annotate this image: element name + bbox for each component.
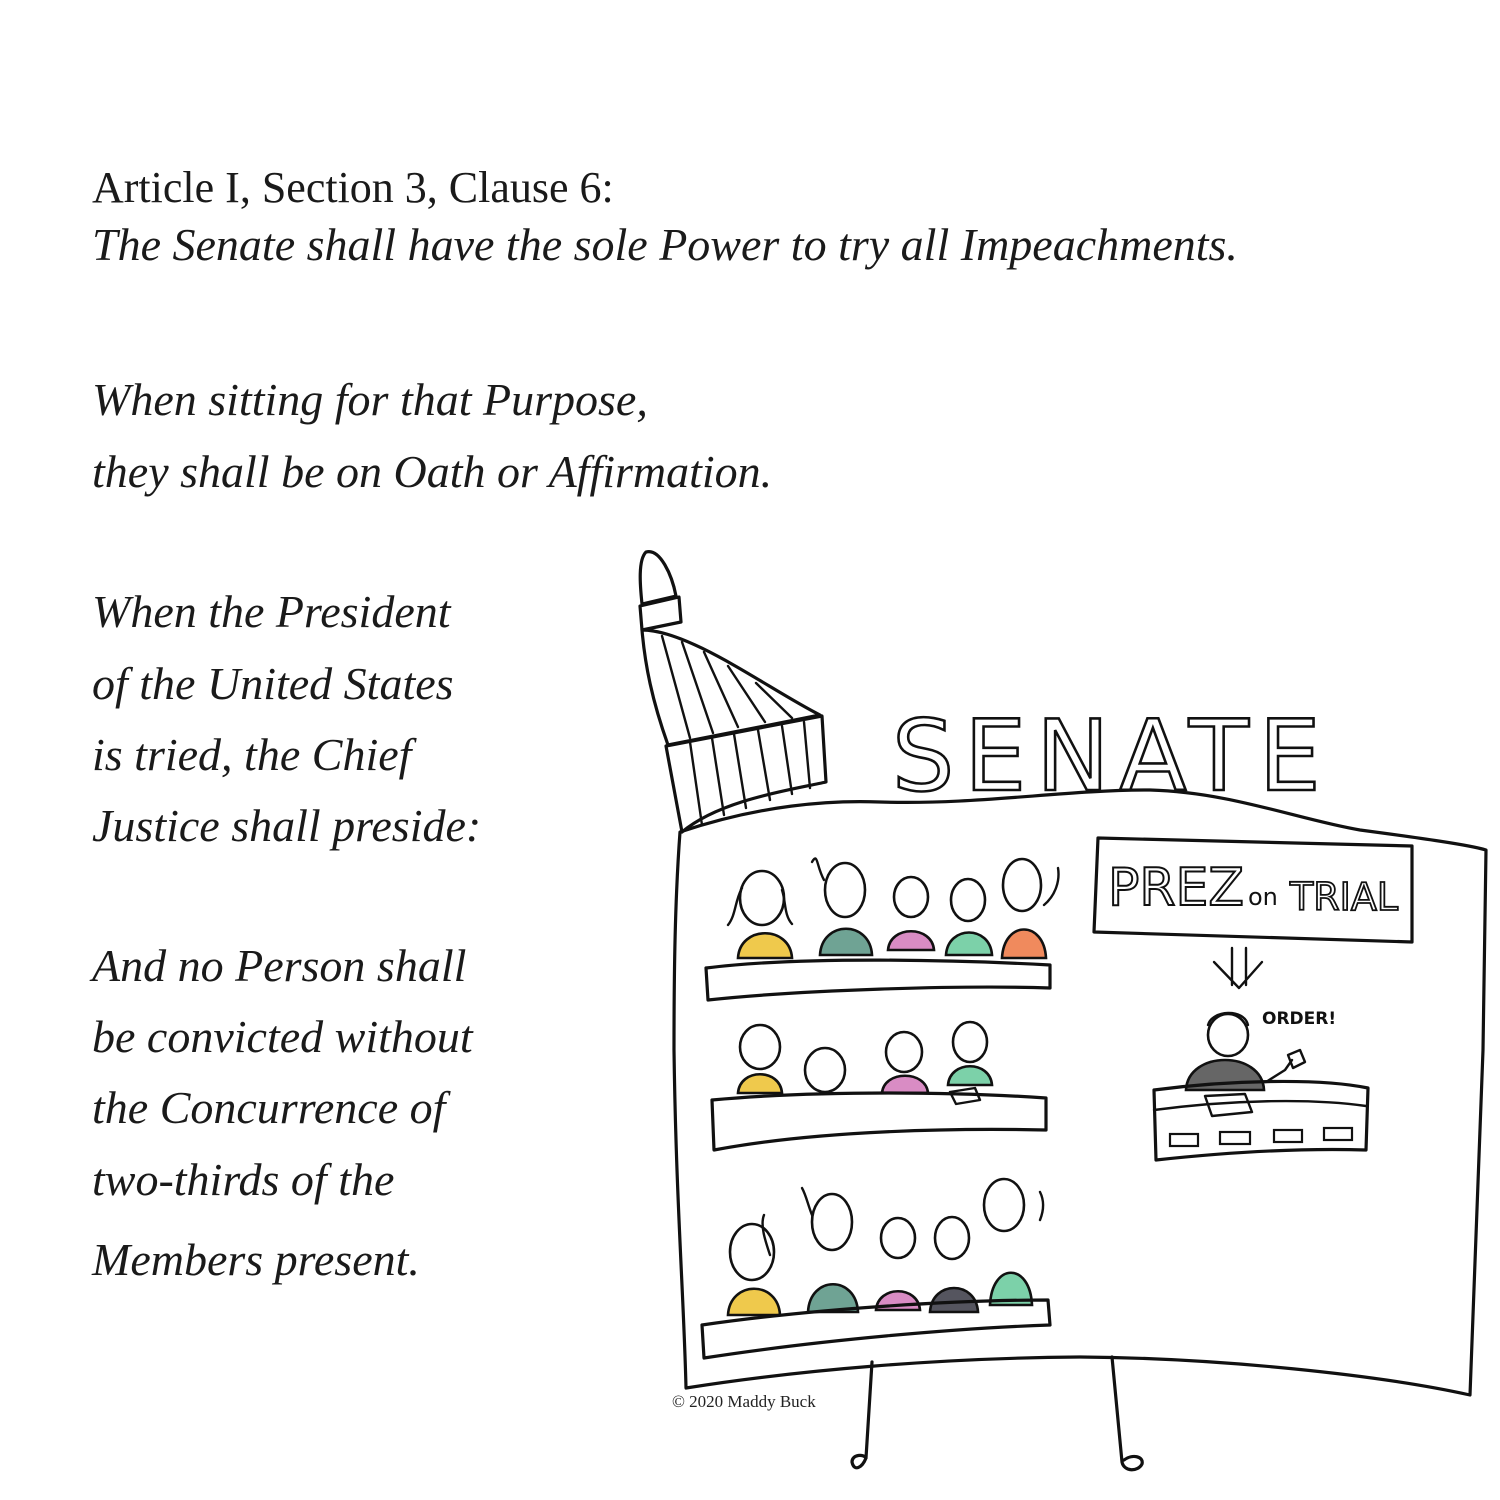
clause-line: two-thirds of the: [92, 1154, 395, 1205]
copyright-notice: © 2020 Maddy Buck: [672, 1392, 816, 1411]
sign-prez-text: PREZ: [1108, 858, 1244, 918]
clause-line: When sitting for that Purpose,: [92, 374, 648, 425]
clause-line: they shall be on Oath or Affirmation.: [92, 446, 773, 497]
senator-row-top: [706, 858, 1058, 1000]
clause-line: of the United States: [92, 658, 454, 709]
senator-row-middle: [712, 1022, 1046, 1150]
sign-on-text: on: [1248, 883, 1278, 911]
clause-line: When the President: [92, 586, 451, 637]
senate-label: SENATE: [892, 700, 1331, 814]
prez-on-trial-sign: [1094, 838, 1412, 988]
senator-row-bottom: [702, 1179, 1050, 1358]
clause-heading: Article I, Section 3, Clause 6:: [92, 163, 614, 212]
order-speech-text: ORDER!: [1262, 1009, 1337, 1029]
clause-line: is tried, the Chief: [92, 729, 412, 780]
clause-line: the Concurrence of: [92, 1082, 446, 1133]
clause-line: The Senate shall have the sole Power to try all Impeachments.: [92, 219, 1238, 270]
clause-line: Members present.: [92, 1234, 420, 1285]
capitol-dome-drawing: [640, 552, 826, 832]
clause-line: be convicted without: [92, 1011, 473, 1062]
sign-trial-text: TRIAL: [1290, 875, 1398, 919]
clause-line: And no Person shall: [92, 940, 467, 991]
clause-line: Justice shall preside:: [92, 800, 482, 851]
chief-justice-figure: [1154, 1009, 1368, 1160]
